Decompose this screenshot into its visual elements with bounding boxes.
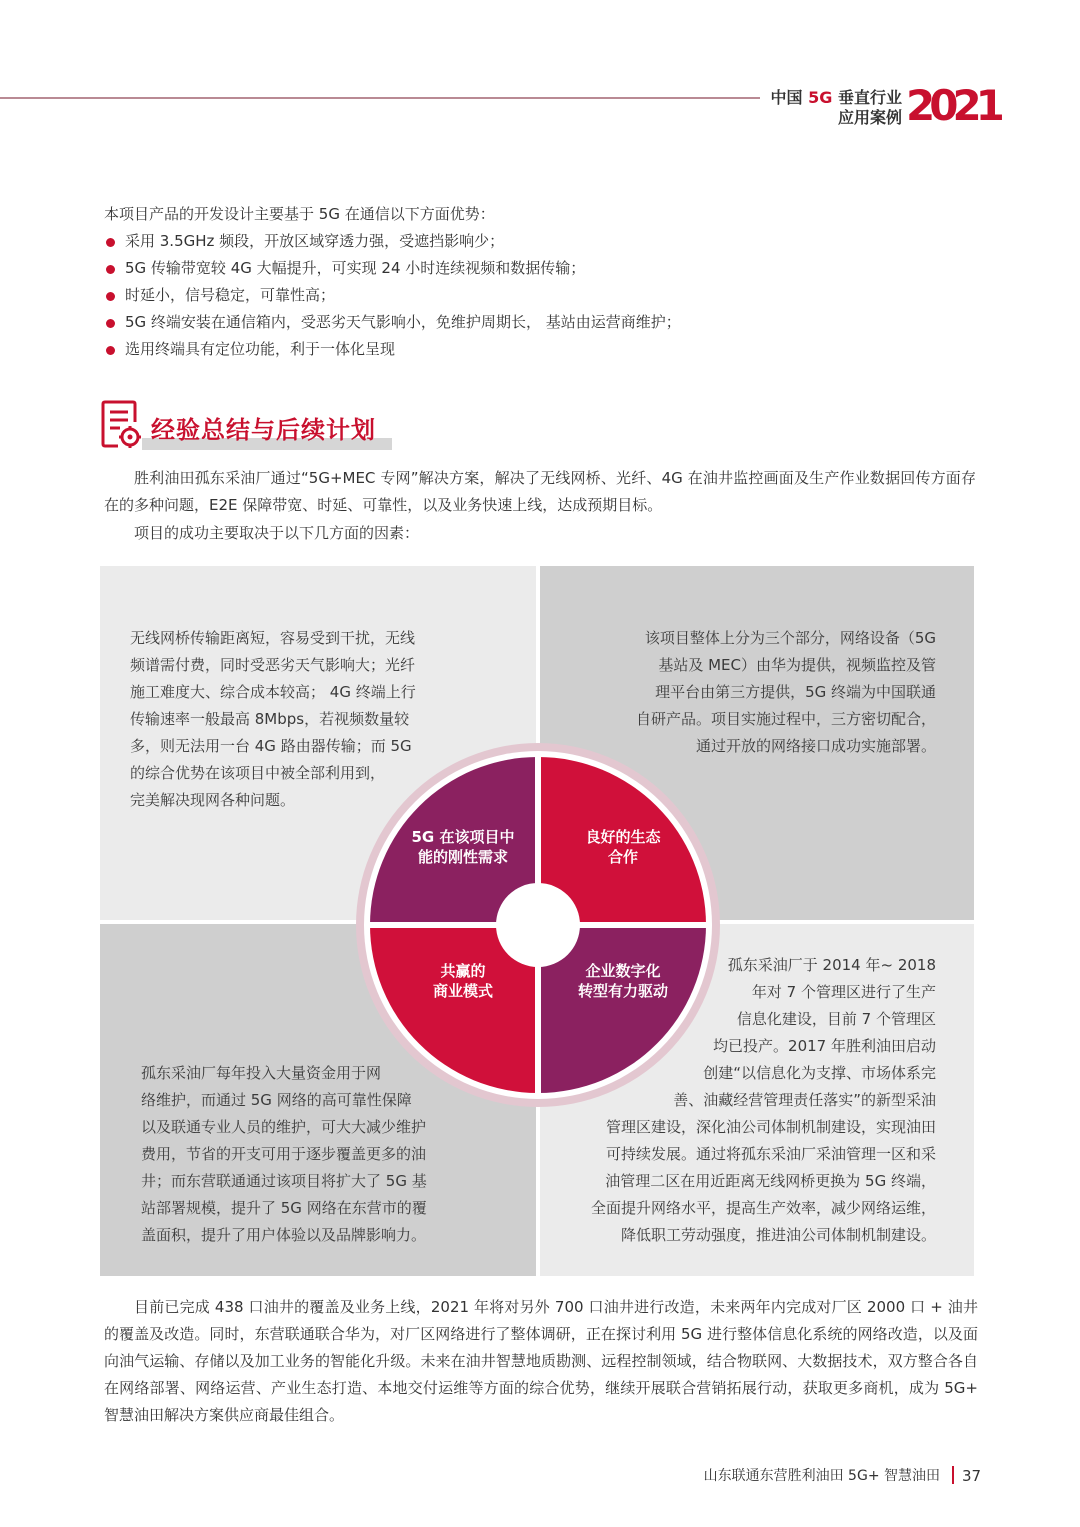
text-line: 的综合优势在该项目中被全部利用到，	[130, 764, 386, 782]
wheel-label-rigid-demand	[398, 827, 528, 867]
list-item-text: 5G 终端安装在通信箱内，受恶劣天气影响小，免维护周期长， 基站由运营商维护；	[125, 313, 681, 331]
label-line: 能的刚性需求	[417, 848, 508, 866]
text-line: 创建“以信息化为支撑、市场体系完	[703, 1064, 936, 1082]
bullet-icon	[106, 319, 115, 328]
text-line: 多，则无法用一台 4G 路由器传输；而 5G	[130, 737, 412, 755]
text-line: 频谱需付费，同时受恶劣天气影响大；光纤	[130, 656, 416, 674]
document-gear-icon	[100, 400, 144, 450]
text-line: 管理区建设，深化油公司体制机制建设，实现油田	[605, 1118, 936, 1136]
text-line: 善、油藏经营管理责任落实”的新型采油	[673, 1091, 936, 1109]
quadrant-text-ecosystem	[600, 625, 936, 760]
text-line: 以及联通专业人员的维护，可大大减少维护	[141, 1118, 427, 1136]
text-line: 完美解决现网各种问题。	[130, 791, 296, 809]
text-line: 盖面积，提升了用户体验以及品牌影响力。	[141, 1226, 427, 1244]
text-line: 全面提升网络水平，提高生产效率，减少网络运维，	[590, 1199, 936, 1217]
bullet-icon	[106, 238, 115, 247]
text-line: 均已投产。2017 年胜利油田启动	[713, 1037, 936, 1055]
label-line: 转型有力驱动	[577, 982, 668, 1000]
label-line: 企业数字化	[585, 962, 661, 980]
year-logo	[906, 81, 999, 130]
list-item-text: 采用 3.5GHz 频段，开放区域穿透力强，受遮挡影响少；	[125, 232, 505, 250]
list-item	[104, 309, 681, 336]
text-line: 费用，节省的开支可用于逐步覆盖更多的油	[141, 1145, 427, 1163]
text-line: 孤东采油厂于 2014 年~ 2018	[727, 956, 936, 974]
title-prefix: 中国	[770, 88, 803, 107]
title-line2: 应用案例	[837, 108, 902, 127]
title-highlight: 5G	[808, 88, 833, 107]
list-item-text: 选用终端具有定位功能，利于一体化呈现	[125, 340, 396, 358]
label-line: 合作	[607, 848, 638, 866]
list-item	[104, 255, 681, 282]
wheel-label-business-model	[398, 961, 528, 1001]
label-line: 商业模式	[432, 982, 493, 1000]
bullet-icon	[106, 265, 115, 274]
text-line: 年对 7 个管理区进行了生产	[751, 983, 936, 1001]
text-line: 井；而东营联通通过该项目将扩大了 5G 基	[141, 1172, 427, 1190]
text-line: 自研产品。项目实施过程中，三方密切配合，	[635, 710, 936, 728]
success-factors-wheel	[356, 743, 720, 1107]
list-item	[104, 282, 681, 309]
text-line: 施工难度大、综合成本较高； 4G 终端上行	[130, 683, 416, 701]
summary-paragraph: 胜利油田孤东采油厂通过“5G+MEC 专网”解决方案，解决了无线网桥、光纤、4G 在油井监控画面及生产作业数据回传方面存在的多种问题，E2E 保障带宽、时延、可靠性，以及业务快速上线，达成预期目标。	[104, 469, 976, 514]
header-rule	[0, 97, 760, 99]
intro-text: 本项目产品的开发设计主要基于 5G 在通信以下方面优势：	[104, 205, 495, 223]
footer-case-title: 山东联通东营胜利油田 5G+ 智慧油田	[703, 1468, 940, 1484]
year-logo-text: 2021	[906, 81, 999, 130]
text-line: 该项目整体上分为三个部分，网络设备（5G	[644, 629, 936, 647]
list-item	[104, 336, 681, 363]
text-line: 基站及 MEC）由华为提供，视频监控及管	[658, 656, 936, 674]
page-number: 37	[962, 1467, 982, 1485]
text-line: 络维护，而通过 5G 网络的高可靠性保障	[141, 1091, 412, 1109]
publication-title	[771, 88, 902, 128]
advantage-list	[104, 228, 681, 363]
text-line: 无线网桥传输距离短，容易受到干扰，无线	[130, 629, 416, 647]
text-line: 信息化建设，目前 7 个管理区	[736, 1010, 936, 1028]
text-line: 可持续发展。通过将孤东采油厂采油管理一区和采	[605, 1145, 936, 1163]
text-line: 通过开放的网络接口成功实施部署。	[695, 737, 936, 755]
list-item-text: 时延小，信号稳定，可靠性高；	[125, 286, 336, 304]
text-line: 理平台由第三方提供，5G 终端为中国联通	[655, 683, 936, 701]
label-line: 共赢的	[440, 962, 486, 980]
text-line: 孤东采油厂每年投入大量资金用于网	[141, 1064, 382, 1082]
text-line: 油管理二区在用近距离无线网桥更换为 5G 终端，	[605, 1172, 936, 1190]
text-line: 站部署规模，提升了 5G 网络在东营市的覆	[141, 1199, 427, 1217]
bullet-icon	[106, 292, 115, 301]
outlook-paragraph: 目前已完成 438 口油井的覆盖及业务上线，2021 年将对另外 700 口油井进行改造，未来两年内完成对厂区 2000 口 + 油井的覆盖及改造。同时，东营联通联合华为，对厂区网络进行了整体调研，正在探讨利用 5G 进行整体信息化系统的网络改造，以及面向油气运输、存储以及加工业务的智能化升级。未来在油井智慧地质勘测、远程控制领域，结合物联网、大数据技术，双方整合各自在网络部署、网络运营、产业生态打造、本地交付运维等方面的综合优势，继续开展联合营销拓展行动，获取更多商机，成为 5G+ 智慧油田解决方案供应商最佳组合。	[104, 1298, 978, 1424]
bullet-icon	[106, 346, 115, 355]
text-line: 降低职工劳动强度，推进油公司体制机制建设。	[620, 1226, 936, 1244]
footer-separator	[952, 1466, 954, 1484]
label-line: 良好的生态	[585, 828, 661, 846]
title-suffix: 垂直行业	[837, 88, 902, 107]
list-item	[104, 228, 681, 255]
wheel-label-ecosystem	[558, 827, 688, 867]
list-item-text: 5G 传输带宽较 4G 大幅提升，可实现 24 小时连续视频和数据传输；	[125, 259, 586, 277]
factors-intro: 项目的成功主要取决于以下几方面的因素：	[134, 524, 420, 542]
section-title: 经验总结与后续计划	[151, 416, 376, 444]
wheel-center	[496, 883, 580, 967]
wheel-label-digital-transformation	[558, 961, 688, 1001]
text-line: 传输速率一般最高 8Mbps，若视频数量较	[130, 710, 410, 728]
label-line: 5G 在该项目中	[411, 828, 515, 846]
